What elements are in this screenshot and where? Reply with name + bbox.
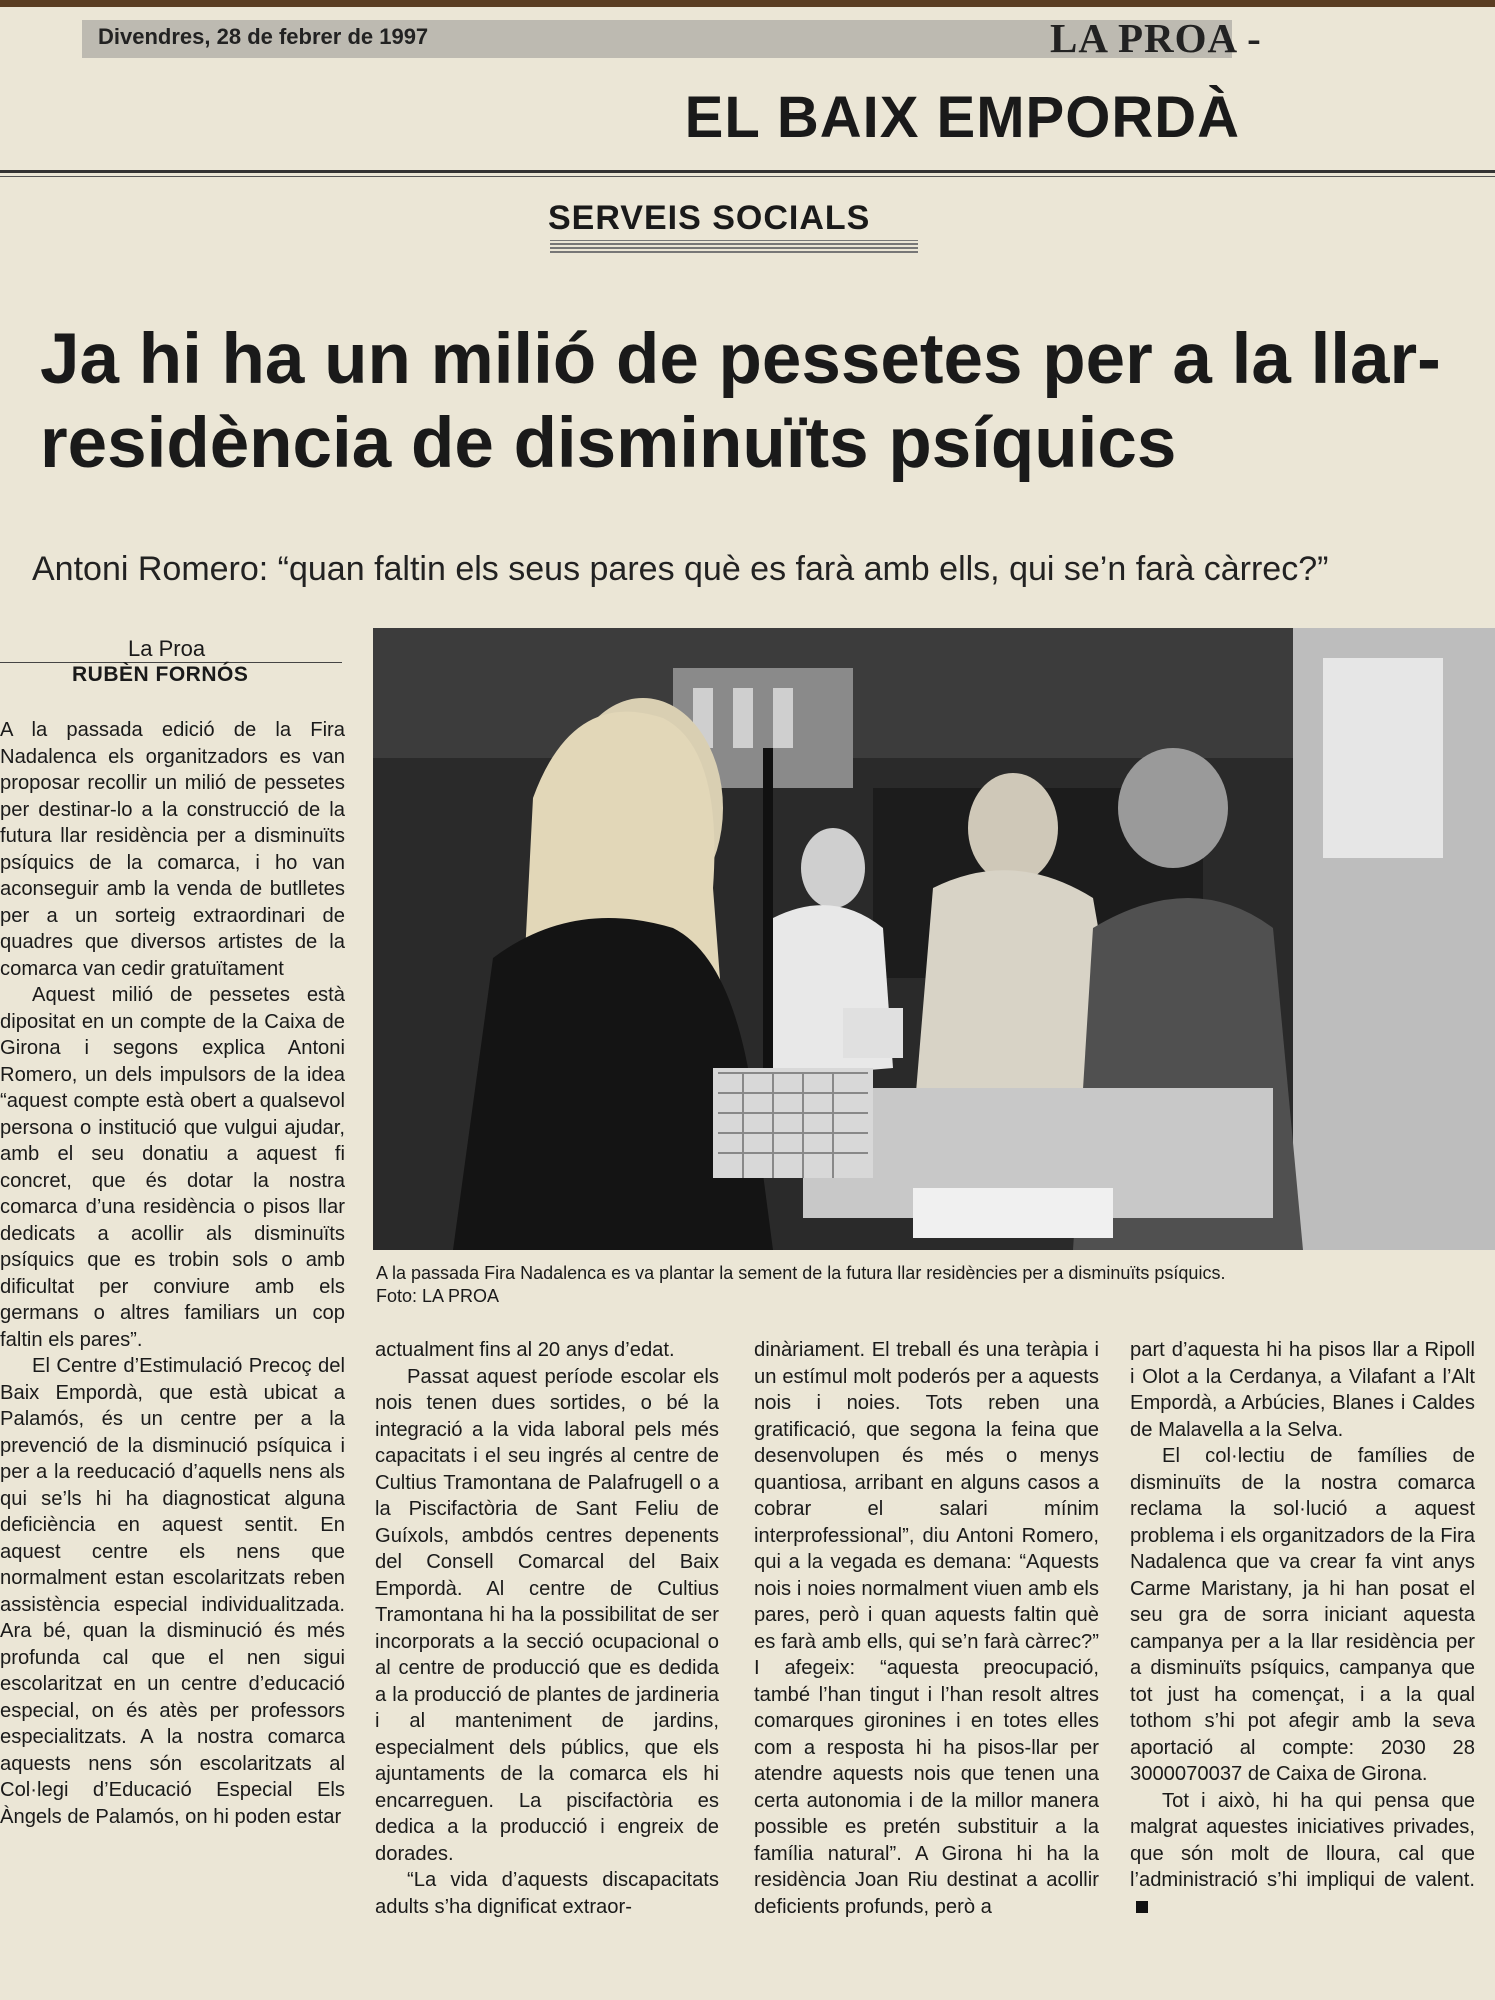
news-photo [373,628,1495,1250]
paragraph: A la passada edició de la Fira Nadalenca els organitzadors es van proposar recollir un milió de pessetes per destinar-lo a la construcció de la futura llar residència per a disminuïts psíquics de la comarca, i ho van aconseguir amb la venda de butlletes per a un sorteig extraordinari de quadres que diversos artistes de la comarca van cedir gratuïtament [0,719,345,980]
headline: Ja hi ha un milió de pessetes per a la llar-residència de disminuïts psíquics [40,320,1441,483]
paragraph: part d’aquesta hi ha pisos llar a Ripoll i Olot a la Cerdanya, a Vilafant a l’Alt Empordà, a Arbúcies, Blanes i Caldes de Malavella a la Selva. [1130,1339,1475,1441]
section-title: EL BAIX EMPORDÀ [684,85,1240,150]
caption-credit: Foto: LA PROA [376,1286,500,1306]
column-1 [0,717,345,2000]
kicker-label: SERVEIS SOCIALS [548,199,871,237]
end-mark-icon [1136,1901,1148,1913]
section-rule-thin [0,176,1495,177]
paragraph: “La vida d’aquests discapacitats adults s’ha dignificat extraor- [375,1869,719,1918]
paragraph: Aquest milió de pessetes està dipositat en un compte de la Caixa de Girona i segons explica Antoni Romero, un dels impulsors de la idea “aquest compte està obert a qualsevol persona o institució que vulgui ajudar, amb el seu donatiu a aquest fi concret, que és dotar la nostra comarca d’una residència o pisos llar dedicats a acollir als disminuïts psíquics que es trobin sols o amb dificultat per conviure amb els germans o altres familiars un cop faltin els pares”. [0,984,345,1351]
top-border [0,0,1495,7]
paragraph: El Centre d’Estimulació Precoç del Baix Empordà, que està ubicat a Palamós, és un centre per a la prevenció de la disminució psíquica i per a la reeducació d’aquells nens als qui se’ls hi ha diagnosticat alguna deficiència en aquest sentit. En aquest centre els nens que normalment estan escolaritzats reben assistència especial individualitzada. Ara bé, quan la disminució és més profunda cal que el nen sigui escolaritzat en un centre d’educació especial, on és atès per professors especialitzats. A la nostra comarca aquests nens són escolaritzats al Col·legi d’Educació Especial Els Àngels de Palamós, on hi poden estar [0,1355,345,1828]
issue-date: Divendres, 28 de febrer de 1997 [98,24,429,49]
photo-caption [376,1262,1486,1308]
section-rule [0,170,1495,173]
subheadline: Antoni Romero: “quan faltin els seus pares què es farà amb ells, qui se’n farà càrrec?” [32,550,1329,588]
kicker-underline [550,240,918,253]
paragraph: actualment fins al 20 anys d’edat. [375,1339,675,1361]
column-4 [1130,1337,1475,2000]
newspaper-name: LA PROA - [1050,15,1262,61]
closing-text: Tot i això, hi ha qui pensa que malgrat aquestes iniciatives privades, que són molt de lloura, cal que l’administració s’hi impliqui de valent. [1130,1789,1475,1891]
paragraph [1130,1788,1475,1921]
byline-source: La Proa [128,636,206,661]
byline-author: RUBÈN FORNÓS [72,663,249,686]
paragraph: El col·lectiu de famílies de disminuïts de la nostra comarca reclama la sol·lució a aquest problema i els organitzadors de la Fira Nadalenca que va crear fa vint anys Carme Maristany, ja hi han posat el seu gra de sorra iniciant aquesta campanya per a la llar residència per a disminuïts psíquics, campanya que tot just ha començat, i a la qual tothom s’hi pot afegir amb la seva aportació al compte: 2030 28 3000070037 de Caixa de Girona. [1130,1445,1475,1785]
paragraph: dinàriament. El treball és una teràpia i un estímul molt poderós per a aquests nois i noies. Tots reben una gratificació, que segona la feina que desenvolupen és més o menys quantiosa, arribant en alguns casos a cobrar el salari mínim interprofessional”, diu Antoni Romero, qui a la vegada es demana: “Aquests nois i noies normalment viuen amb els pares, però i quan aquests faltin què es farà amb ells, qui se’n farà càrrec?” I afegeix: “aquesta preocupació, també l’han tingut i l’han resolt altres comarques gironines i en totes elles com a resposta hi ha pisos-llar per atendre aquests nois que tenen una certa autonomia i de la millor manera possible es pretén substituir a la família natural”. A Girona hi ha la residència Joan Riu destinat a acollir deficients profunds, però a [754,1339,1099,1918]
column-2 [375,1337,719,2000]
paragraph: Passat aquest període escolar els nois tenen dues sortides, o bé la integració a la vida laboral pels més capacitats i el seu ingrés al centre de Cultius Tramontana de Palafrugell o a la Piscifactòria de Sant Feliu de Guíxols, ambdós centres depenents del Consell Comarcal del Baix Empordà. Al centre de Cultius Tramontana hi ha la possibilitat de ser incorporats a la secció ocupacional o al centre de producció que es dedida a la producció de plantes de jardineria i al manteniment de jardins, especialment dels públics, que els ajuntaments de la comarca els hi encarreguen. La piscifactòria es dedica a la producció i engreix de dorades. [375,1365,719,1865]
column-3 [754,1337,1099,2000]
caption-text: A la passada Fira Nadalenca es va plantar la sement de la futura llar residències per a disminuïts psíquics. [376,1263,1226,1283]
